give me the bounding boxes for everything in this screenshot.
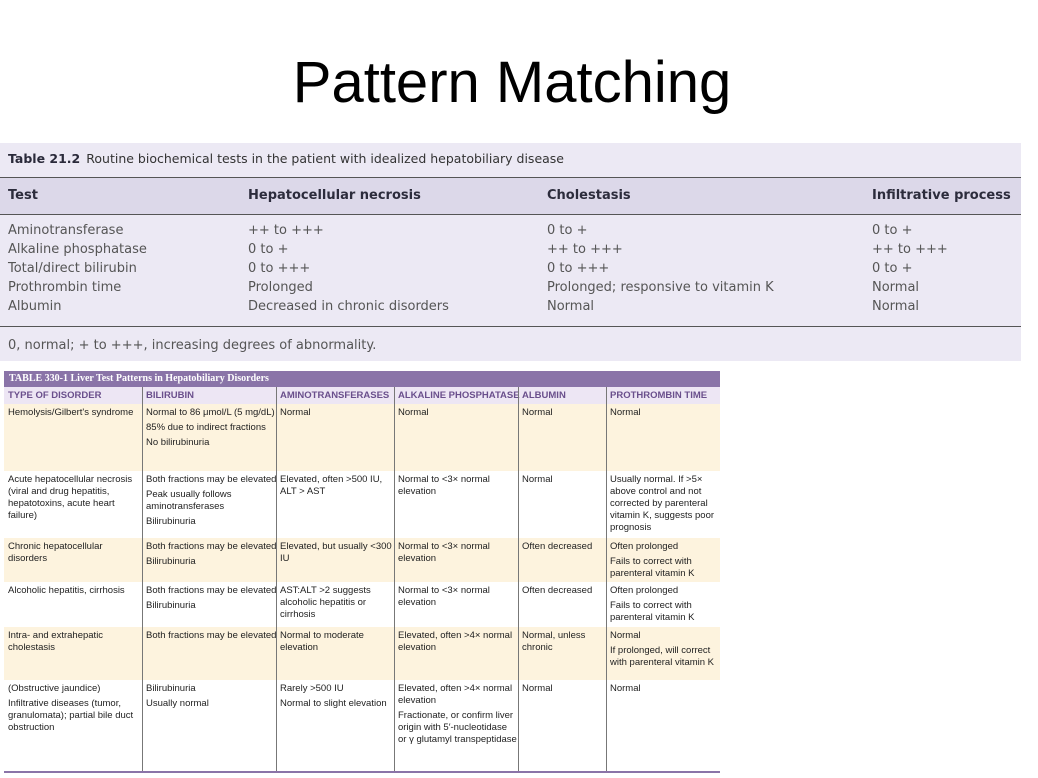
cell-text: Bilirubinuria bbox=[146, 683, 196, 694]
table-caption bbox=[8, 151, 564, 166]
table-cell: Albumin bbox=[8, 299, 62, 314]
cell-text: Both fractions may be elevated bbox=[146, 630, 277, 641]
table-cell bbox=[522, 683, 606, 698]
table-cell: ++ to +++ bbox=[872, 242, 948, 257]
cell-text: Rarely >500 IU bbox=[280, 683, 344, 694]
table-cell bbox=[280, 541, 392, 568]
cell-text: Normal bbox=[610, 407, 641, 418]
table-cell bbox=[146, 541, 278, 571]
cell-text: Both fractions may be elevated bbox=[146, 541, 277, 552]
cell-text: AST:ALT >2 suggests alcoholic hepatitis or cirrhosis bbox=[280, 585, 371, 620]
column-header-cholestasis: Cholestasis bbox=[547, 188, 631, 203]
table-cell bbox=[146, 630, 278, 645]
cell-text: Often prolonged bbox=[610, 585, 679, 596]
cell-text: Normal bbox=[522, 407, 553, 418]
table-label: Table 21.2 bbox=[8, 151, 81, 166]
cell-text: Alcoholic hepatitis, cirrhosis bbox=[8, 585, 125, 596]
table-cell: 0 to + bbox=[547, 223, 588, 238]
column-header-prothrombin-time: PROTHROMBIN TIME bbox=[610, 390, 708, 401]
cell-text: 85% due to indirect fractions bbox=[146, 422, 266, 433]
cell-text: Normal bbox=[610, 630, 641, 641]
slide-title: Pattern Matching bbox=[292, 50, 732, 115]
cell-text: Fails to correct with parenteral vitamin K bbox=[610, 556, 695, 579]
table-divider bbox=[0, 326, 1021, 327]
cell-text: Normal bbox=[522, 683, 553, 694]
cell-text: Bilirubinuria bbox=[146, 516, 196, 527]
cell-text: Normal to <3× normal elevation bbox=[398, 474, 490, 497]
column-header-albumin: ALBUMIN bbox=[522, 390, 566, 401]
cell-text: Acute hepatocellular necrosis (viral and drug hepatitis, hepatotoxins, acute heart failure) bbox=[8, 474, 133, 521]
cell-text: Normal bbox=[280, 407, 311, 418]
cell-text: Elevated, but usually <300 IU bbox=[280, 541, 392, 564]
table-cell bbox=[398, 585, 518, 612]
column-divider bbox=[606, 387, 607, 773]
table-footnote: 0, normal; + to +++, increasing degrees of abnormality. bbox=[8, 338, 377, 353]
column-divider bbox=[276, 387, 277, 773]
table-cell bbox=[8, 407, 140, 422]
table-cell bbox=[146, 683, 278, 713]
table-cell: 0 to + bbox=[872, 261, 913, 276]
table-cell: 0 to +++ bbox=[248, 261, 311, 276]
table-row bbox=[0, 242, 1021, 261]
cell-text: Usually normal bbox=[146, 698, 209, 709]
table-cell bbox=[522, 407, 606, 422]
column-header-hepatocellular: Hepatocellular necrosis bbox=[248, 188, 421, 203]
cell-text: Often decreased bbox=[522, 585, 593, 596]
cell-text: If prolonged, will correct with parenteral vitamin K bbox=[610, 645, 715, 668]
table-row bbox=[0, 223, 1021, 242]
table-caption bbox=[4, 371, 720, 387]
cell-text: Elevated, often >4× normal elevation bbox=[398, 630, 513, 653]
cell-text: Usually normal. If >5× above control and not corrected by parenteral vitamin K, suggests poor prognosis bbox=[610, 474, 715, 533]
table-cell bbox=[398, 683, 518, 749]
table-cell bbox=[280, 683, 392, 713]
table-row bbox=[4, 582, 720, 628]
cell-text: Infiltrative diseases (tumor, granulomata); partial bile duct obstruction bbox=[8, 698, 134, 733]
table-cell bbox=[280, 474, 392, 501]
cell-text: Normal to slight elevation bbox=[280, 698, 387, 709]
cell-text: Normal bbox=[522, 474, 553, 485]
table-cell bbox=[8, 683, 140, 737]
table-cell bbox=[522, 630, 606, 657]
table-cell: Prolonged; responsive to vitamin K bbox=[547, 280, 774, 295]
table-cell: ++ to +++ bbox=[547, 242, 623, 257]
column-divider bbox=[142, 387, 143, 773]
table-cell: Normal bbox=[547, 299, 595, 314]
cell-text: Fails to correct with parenteral vitamin K bbox=[610, 600, 695, 623]
table-cell: 0 to +++ bbox=[547, 261, 610, 276]
table-cell bbox=[522, 585, 606, 600]
cell-text: Both fractions may be elevated bbox=[146, 474, 277, 485]
table-body bbox=[0, 223, 1021, 325]
table-cell bbox=[398, 630, 518, 657]
table-cell bbox=[8, 541, 140, 568]
table-cell bbox=[610, 474, 718, 537]
table-header-row bbox=[4, 387, 720, 405]
table-cell bbox=[8, 474, 140, 525]
table-cell: Prothrombin time bbox=[8, 280, 122, 295]
cell-text: Normal to <3× normal elevation bbox=[398, 585, 490, 608]
cell-text: Normal bbox=[610, 683, 641, 694]
table-caption-text: TABLE 330-1 Liver Test Patterns in Hepatobiliary Disorders bbox=[9, 373, 269, 384]
table-cell bbox=[146, 407, 278, 452]
cell-text: Elevated, often >500 IU, ALT > AST bbox=[280, 474, 383, 497]
cell-text: No bilirubinuria bbox=[146, 437, 210, 448]
cell-text: Normal bbox=[398, 407, 429, 418]
table-cell: Normal bbox=[872, 280, 920, 295]
column-divider bbox=[394, 387, 395, 773]
table-cell bbox=[146, 474, 278, 531]
table-cell: 0 to + bbox=[872, 223, 913, 238]
table-row bbox=[0, 280, 1021, 299]
column-header-infiltrative: Infiltrative process bbox=[872, 188, 1011, 203]
table-cell bbox=[398, 474, 518, 501]
table-cell bbox=[522, 474, 606, 489]
cell-text: Bilirubinuria bbox=[146, 556, 196, 567]
table-21-2 bbox=[0, 143, 1021, 361]
table-row bbox=[4, 404, 720, 472]
table-cell bbox=[280, 630, 392, 657]
table-row bbox=[0, 299, 1021, 318]
table-cell: Decreased in chronic disorders bbox=[248, 299, 449, 314]
table-cell: ++ to +++ bbox=[248, 223, 324, 238]
table-cell: Total/direct bilirubin bbox=[8, 261, 137, 276]
table-header-row bbox=[0, 177, 1021, 215]
cell-text: Often prolonged bbox=[610, 541, 679, 552]
table-cell bbox=[610, 683, 718, 698]
table-caption-text: Routine biochemical tests in the patient with idealized hepatobiliary disease bbox=[86, 151, 564, 166]
cell-text: Intra- and extrahepatic cholestasis bbox=[8, 630, 104, 653]
table-330-1 bbox=[4, 371, 720, 773]
cell-text: Bilirubinuria bbox=[146, 600, 196, 611]
column-header-alkaline-phosphatase: ALKALINE PHOSPHATASE bbox=[398, 390, 520, 401]
table-cell: Prolonged bbox=[248, 280, 313, 295]
column-header-bilirubin: BILIRUBIN bbox=[146, 390, 195, 401]
table-cell bbox=[610, 541, 718, 583]
cell-text: Both fractions may be elevated bbox=[146, 585, 277, 596]
cell-text: Peak usually follows aminotransferases bbox=[146, 489, 232, 512]
cell-text: Elevated, often >4× normal elevation bbox=[398, 683, 513, 706]
table-row bbox=[0, 261, 1021, 280]
cell-text: Often decreased bbox=[522, 541, 593, 552]
cell-text: Hemolysis/Gilbert's syndrome bbox=[8, 407, 134, 418]
table-cell: 0 to + bbox=[248, 242, 289, 257]
column-header-aminotransferases: AMINOTRANSFERASES bbox=[280, 390, 390, 401]
table-cell bbox=[610, 407, 718, 422]
table-row bbox=[4, 538, 720, 583]
table-cell: Alkaline phosphatase bbox=[8, 242, 147, 257]
table-cell bbox=[146, 585, 278, 615]
table-cell bbox=[8, 585, 140, 600]
table-cell bbox=[610, 630, 718, 672]
table-cell bbox=[398, 407, 518, 422]
column-header-test: Test bbox=[8, 188, 38, 203]
column-divider bbox=[518, 387, 519, 773]
cell-text: Normal to 86 μmol/L (5 mg/dL) bbox=[146, 407, 275, 418]
cell-text: Normal to <3× normal elevation bbox=[398, 541, 490, 564]
table-cell: Normal bbox=[872, 299, 920, 314]
cell-text: (Obstructive jaundice) bbox=[8, 683, 101, 694]
cell-text: Chronic hepatocellular disorders bbox=[8, 541, 103, 564]
table-row bbox=[4, 627, 720, 681]
table-cell: Aminotransferase bbox=[8, 223, 124, 238]
table-cell bbox=[398, 541, 518, 568]
cell-text: Normal, unless chronic bbox=[522, 630, 586, 653]
table-row bbox=[4, 471, 720, 539]
table-cell bbox=[610, 585, 718, 627]
table-row bbox=[4, 680, 720, 772]
cell-text: Fractionate, or confirm liver origin with 5′-nucleotidase or γ glutamyl transpeptidase bbox=[398, 710, 517, 745]
table-cell bbox=[280, 585, 392, 624]
table-cell bbox=[8, 630, 140, 657]
cell-text: Normal to moderate elevation bbox=[280, 630, 364, 653]
table-cell bbox=[280, 407, 392, 422]
column-header-disorder: TYPE OF DISORDER bbox=[8, 390, 102, 401]
table-cell bbox=[522, 541, 606, 556]
table-bottom-rule bbox=[4, 771, 720, 773]
